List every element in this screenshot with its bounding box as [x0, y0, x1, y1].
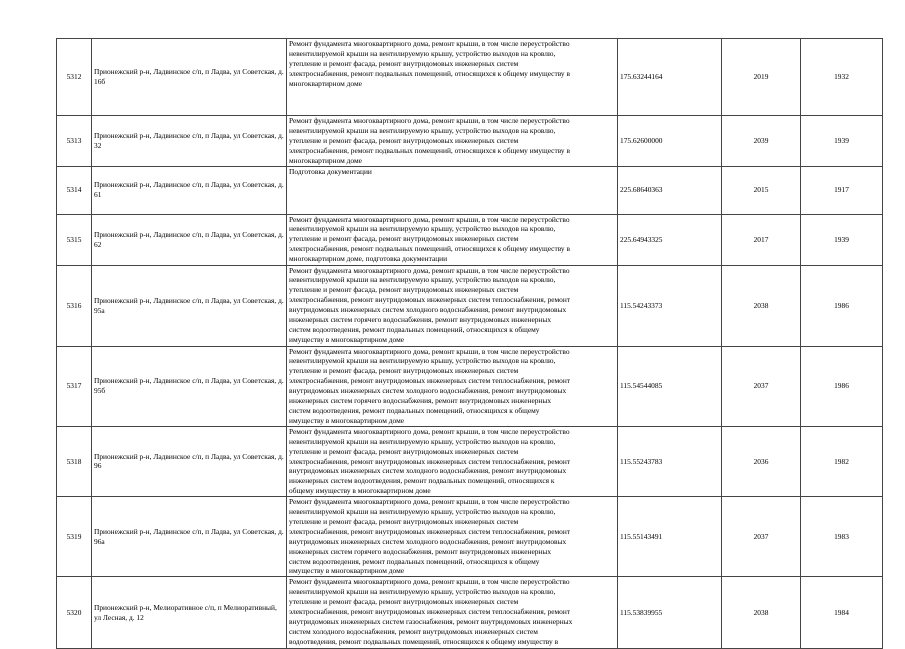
table-row [57, 346, 883, 426]
work-line: электроснабжения, ремонт внутридомовых инженерных систем теплоснабжения, ремонт [289, 295, 571, 305]
work-line: общему имуществу в многоквартирном доме [289, 486, 431, 496]
work-line: невентилируемой крыши на вентилируемую крышу, устройство выходов на кровлю, [289, 224, 556, 234]
planned-year-cell: 2019 [722, 39, 801, 116]
work-line: внутридомовых инженерных систем холодного водоснабжения, ремонт внутридомовых [289, 466, 567, 476]
planned-year-cell: 2038 [722, 577, 801, 649]
planned-year-cell: 2037 [722, 346, 801, 426]
table-body [57, 39, 883, 649]
work-line: Ремонт фундамента многоквартирного дома, ремонт крыши, в том числе переустройство [289, 346, 570, 356]
built-year-cell: 1986 [801, 346, 883, 426]
housing-repair-table [56, 38, 883, 649]
work-line: утепление и ремонт фасада, ремонт внутридомовых инженерных систем [289, 366, 519, 376]
work-line: невентилируемой крыши на вентилируемую крышу, устройство выходов на кровлю, [289, 48, 556, 58]
work-line: утепление и ремонт фасада, ремонт внутридомовых инженерных систем [289, 135, 519, 145]
work-line: невентилируемой крыши на вентилируемую крышу, устройство выходов на кровлю, [289, 507, 556, 517]
built-year-cell: 1939 [801, 116, 883, 167]
built-year-cell: 1984 [801, 577, 883, 649]
address-cell: Прионежский р-н, Ладвинское с/п, п Ладва, ул Советская, д. 61 [92, 166, 287, 214]
work-line: невентилируемой крыши на вентилируемую крышу, устройство выходов на кровлю, [289, 436, 556, 446]
address-cell: Прионежский р-н, Ладвинское с/п, п Ладва, ул Советская, д. 96а [92, 497, 287, 577]
built-year-cell: 1986 [801, 265, 883, 346]
table-row [57, 39, 883, 116]
row-number-cell: 5319 [57, 497, 92, 577]
work-line: Ремонт фундамента многоквартирного дома, ремонт крыши, в том числе переустройство [289, 265, 570, 275]
area-cell: 115.53839955 [618, 577, 722, 649]
work-line: невентилируемой крыши на вентилируемую крышу, устройство выходов на кровлю, [289, 125, 556, 135]
work-description-cell [287, 166, 618, 214]
area-cell: 115.54243373 [618, 265, 722, 346]
address-cell: Прионежский р-н, Ладвинское с/п, п Ладва, ул Советская, д. 16б [92, 39, 287, 116]
work-line: водоотведения, ремонт подвальных помещений, относящихся к общему имуществу в [289, 636, 559, 646]
work-line: утепление и ремонт фасада, ремонт внутридомовых инженерных систем [289, 516, 519, 526]
area-cell: 115.54544085 [618, 346, 722, 426]
work-line: имуществу в многоквартирном доме [289, 334, 405, 344]
work-line: имуществу в многоквартирном доме [289, 566, 405, 576]
area-cell: 115.55143491 [618, 497, 722, 577]
work-line: внутридомовых инженерных систем холодного водоснабжения, ремонт внутридомовых [289, 386, 567, 396]
work-line: имуществу в многоквартирном доме [289, 415, 405, 425]
work-line: инженерных систем водоотведения, ремонт подвальных помещений, относящихся к [289, 476, 555, 486]
row-number-cell: 5312 [57, 39, 92, 116]
work-line: Ремонт фундамента многоквартирного дома, ремонт крыши, в том числе переустройство [289, 577, 570, 587]
work-description-cell [287, 577, 618, 649]
row-number-cell: 5320 [57, 577, 92, 649]
work-line: Ремонт фундамента многоквартирного дома, ремонт крыши, в том числе переустройство [289, 116, 570, 125]
address-cell: Прионежский р-н, Ладвинское с/п, п Ладва, ул Советская, д. 96 [92, 426, 287, 496]
work-line: электроснабжения, ремонт внутридомовых инженерных систем теплоснабжения, ремонт [289, 376, 571, 386]
work-line: систем водоотведения, ремонт подвальных помещений, относящихся к общему [289, 405, 540, 415]
work-line: электроснабжения, ремонт внутридомовых инженерных систем теплоснабжения, ремонт [289, 456, 571, 466]
table-row [57, 426, 883, 496]
planned-year-cell: 2015 [722, 166, 801, 214]
row-number-cell: 5317 [57, 346, 92, 426]
row-number-cell: 5314 [57, 166, 92, 214]
work-line: электроснабжения, ремонт подвальных помещений, относящихся к общему имуществу в [289, 244, 570, 254]
area-cell: 225.64943325 [618, 214, 722, 265]
table-row [57, 214, 883, 265]
work-line: электроснабжения, ремонт внутридомовых инженерных систем теплоснабжения, ремонт [289, 607, 571, 617]
work-line: систем водоотведения, ремонт подвальных помещений, относящихся к общему [289, 556, 540, 566]
row-number-cell: 5313 [57, 116, 92, 167]
work-description-cell [287, 426, 618, 496]
work-description-cell [287, 39, 618, 116]
built-year-cell: 1939 [801, 214, 883, 265]
work-line: систем водоотведения, ремонт подвальных помещений, относящихся к общему [289, 324, 540, 334]
work-description-cell [287, 116, 618, 167]
area-cell: 175.62600000 [618, 116, 722, 167]
work-line: Ремонт фундамента многоквартирного дома, ремонт крыши, в том числе переустройство [289, 214, 570, 224]
area-cell: 115.55243783 [618, 426, 722, 496]
planned-year-cell: 2036 [722, 426, 801, 496]
work-line: утепление и ремонт фасада, ремонт внутридомовых инженерных систем [289, 446, 519, 456]
table-row [57, 166, 883, 214]
planned-year-cell: 2017 [722, 214, 801, 265]
work-line: Ремонт фундамента многоквартирного дома, ремонт крыши, в том числе переустройство [289, 426, 570, 436]
table-row [57, 497, 883, 577]
built-year-cell: 1983 [801, 497, 883, 577]
work-line: утепление и ремонт фасада, ремонт внутридомовых инженерных систем [289, 597, 519, 607]
table-row [57, 116, 883, 167]
work-line: невентилируемой крыши на вентилируемую крышу, устройство выходов на кровлю, [289, 587, 556, 597]
work-line: внутридомовых инженерных систем холодного водоснабжения, ремонт внутридомовых [289, 305, 567, 315]
table-row [57, 577, 883, 649]
row-number-cell: 5316 [57, 265, 92, 346]
area-cell: 175.63244164 [618, 39, 722, 116]
row-number-cell: 5315 [57, 214, 92, 265]
work-line: утепление и ремонт фасада, ремонт внутридомовых инженерных систем [289, 234, 519, 244]
work-line: электроснабжения, ремонт внутридомовых инженерных систем теплоснабжения, ремонт [289, 526, 571, 536]
work-line: инженерных систем горячего водоснабжения, ремонт внутридомовых инженерных [289, 396, 552, 406]
built-year-cell: 1982 [801, 426, 883, 496]
built-year-cell: 1917 [801, 166, 883, 214]
work-line: утепление и ремонт фасада, ремонт внутридомовых инженерных систем [289, 58, 519, 68]
work-line: электроснабжения, ремонт подвальных помещений, относящихся к общему имуществу в [289, 145, 570, 155]
work-line: утепление и ремонт фасада, ремонт внутридомовых инженерных систем [289, 285, 519, 295]
address-cell: Прионежский р-н, Мелиоративное с/п, п Мелиоративный, ул Лесная, д. 12 [92, 577, 287, 649]
built-year-cell: 1932 [801, 39, 883, 116]
work-line: Ремонт фундамента многоквартирного дома, ремонт крыши, в том числе переустройство [289, 39, 570, 48]
work-line: невентилируемой крыши на вентилируемую крышу, устройство выходов на кровлю, [289, 275, 556, 285]
work-line: инженерных систем горячего водоснабжения, ремонт внутридомовых инженерных [289, 315, 552, 325]
planned-year-cell: 2037 [722, 497, 801, 577]
planned-year-cell: 2038 [722, 265, 801, 346]
address-cell: Прионежский р-н, Ладвинское с/п, п Ладва, ул Советская, д. 32 [92, 116, 287, 167]
work-line: систем холодного водоснабжения, ремонт внутридомовых инженерных систем [289, 626, 538, 636]
work-line: невентилируемой крыши на вентилируемую крышу, устройство выходов на кровлю, [289, 356, 556, 366]
work-line: внутридомовых инженерных систем газоснабжения, ремонт внутридомовых инженерных [289, 617, 573, 626]
work-line: Подготовка документации [289, 166, 372, 176]
planned-year-cell: 2039 [722, 116, 801, 167]
work-description-cell [287, 214, 618, 265]
table-row [57, 265, 883, 346]
work-line: электроснабжения, ремонт подвальных помещений, относящихся к общему имуществу в [289, 68, 570, 78]
address-cell: Прионежский р-н, Ладвинское с/п, п Ладва, ул Советская, д. 62 [92, 214, 287, 265]
work-description-cell [287, 265, 618, 346]
work-line: внутридомовых инженерных систем холодного водоснабжения, ремонт внутридомовых [289, 536, 567, 546]
row-number-cell: 5318 [57, 426, 92, 496]
work-line: Ремонт фундамента многоквартирного дома, ремонт крыши, в том числе переустройство [289, 497, 570, 507]
work-line: многоквартирном доме [289, 78, 362, 88]
work-description-cell [287, 346, 618, 426]
work-line: инженерных систем горячего водоснабжения, ремонт внутридомовых инженерных [289, 546, 552, 556]
address-cell: Прионежский р-н, Ладвинское с/п, п Ладва, ул Советская, д. 95б [92, 346, 287, 426]
work-line: многоквартирном доме, подготовка документации [289, 254, 448, 264]
work-description-cell [287, 497, 618, 577]
work-line: многоквартирном доме [289, 155, 362, 165]
area-cell: 225.68640363 [618, 166, 722, 214]
address-cell: Прионежский р-н, Ладвинское с/п, п Ладва, ул Советская, д. 95а [92, 265, 287, 346]
